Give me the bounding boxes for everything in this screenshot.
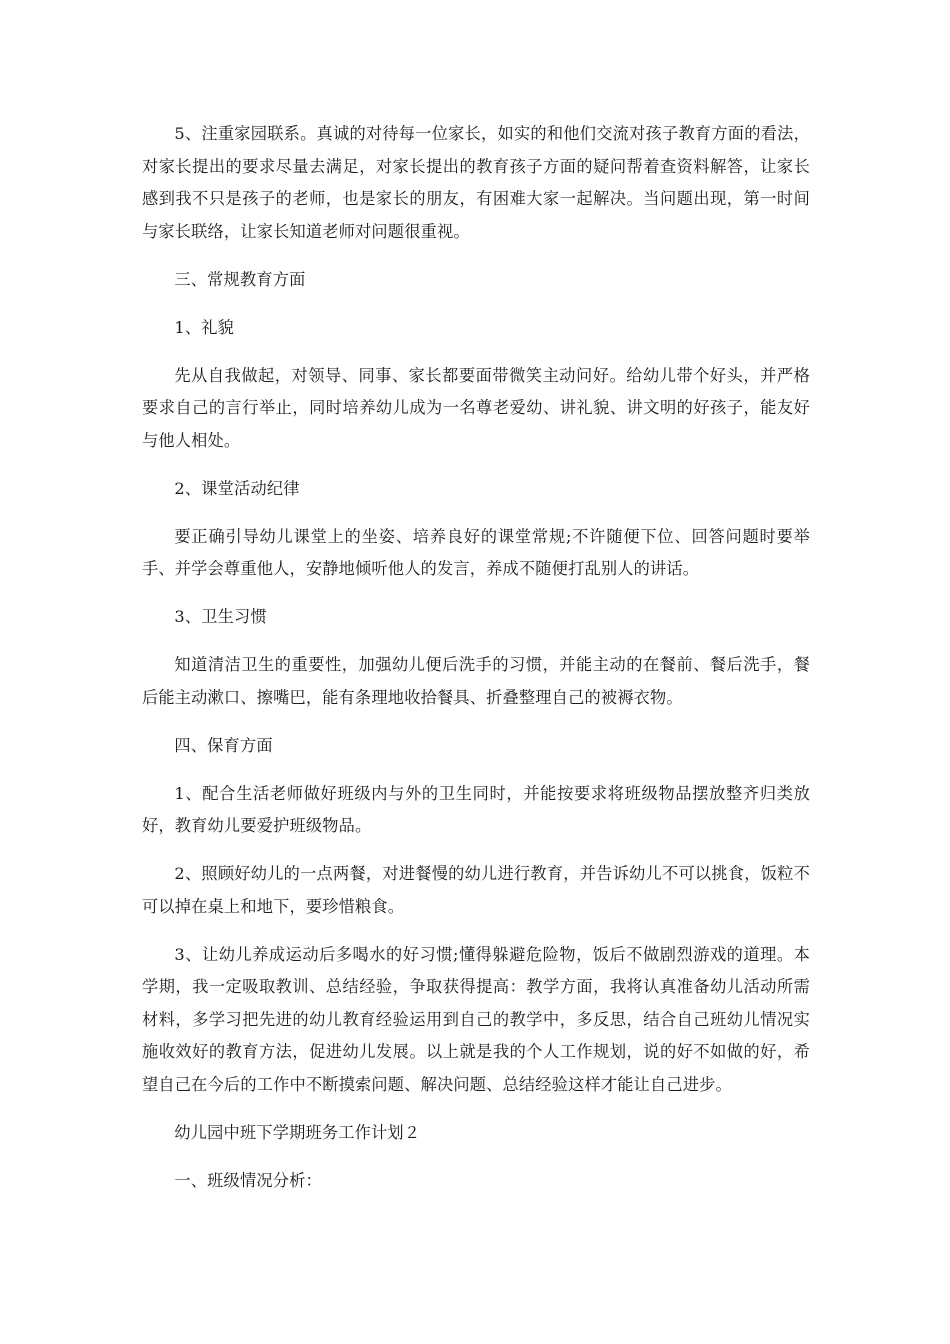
subheading-hygiene-habits: 3、卫生习惯 [174,607,267,626]
subheading-classroom-discipline: 2、课堂活动纪律 [174,478,300,498]
paragraph-childcare-2: 2、照顾好幼儿的一点两餐，对进餐慢的幼儿进行教育，并告诉幼儿不可以挑食，饭粒不可以掉在桌上和地下，要珍惜粮食。 [142,864,810,916]
document-body [142,118,810,1197]
section-title-plan-2: 幼儿园中班下学期班务工作计划２ [174,1122,421,1142]
heading-childcare: 四、保育方面 [174,735,273,755]
heading-class-analysis: 一、班级情况分析： [174,1170,322,1190]
paragraph-childcare-3: 3、让幼儿养成运动后多喝水的好习惯;懂得躲避危险物，饭后不做剧烈游戏的道理。本学期，我一定吸取教训、总结经验，争取获得提高：教学方面，我将认真准备幼儿活动所需材料，多学习把先进的幼儿教育经验运用到自己的教学中，多反思，结合自己班幼儿情况实施收效好的教育方法，促进幼儿发展。以上就是我的个人工作规划，说的好不如做的好，希望自己在今后的工作中不断摸索问题、解决问题、总结经验这样才能让自己进步。 [142,944,810,1094]
paragraph-hygiene-habits: 知道清洁卫生的重要性，加强幼儿便后洗手的习惯，并能主动的在餐前、餐后洗手，餐后能主动漱口、擦嘴巴，能有条理地收拾餐具、折叠整理自己的被褥衣物。 [142,655,810,707]
heading-routine-education: 三、常规教育方面 [174,269,306,289]
paragraph-classroom-discipline: 要正确引导幼儿课堂上的坐姿、培养良好的课堂常规;不许随便下位、回答问题时要举手、并学会尊重他人，安静地倾听他人的发言，养成不随便打乱别人的讲话。 [142,526,810,578]
paragraph-childcare-1: 1、配合生活老师做好班级内与外的卫生同时，并能按要求将班级物品摆放整齐归类放好，教育幼儿要爱护班级物品。 [142,783,810,835]
subheading-courtesy: 1、礼貌 [174,317,235,337]
paragraph-courtesy: 先从自我做起，对领导、同事、家长都要面带微笑主动问好。给幼儿带个好头，并严格要求自己的言行举止，同时培养幼儿成为一名尊老爱幼、讲礼貌、讲文明的好孩子，能友好与他人相处。 [142,365,810,450]
paragraph-home-school-contact: 5、注重家园联系。真诚的对待每一位家长，如实的和他们交流对孩子教育方面的看法，对家长提出的要求尽量去满足，对家长提出的教育孩子方面的疑问帮着查资料解答，让家长感到我不只是孩子的老师，也是家长的朋友，有困难大家一起解决。当问题出现，第一时间与家长联络，让家长知道老师对问题很重视。 [142,124,810,241]
